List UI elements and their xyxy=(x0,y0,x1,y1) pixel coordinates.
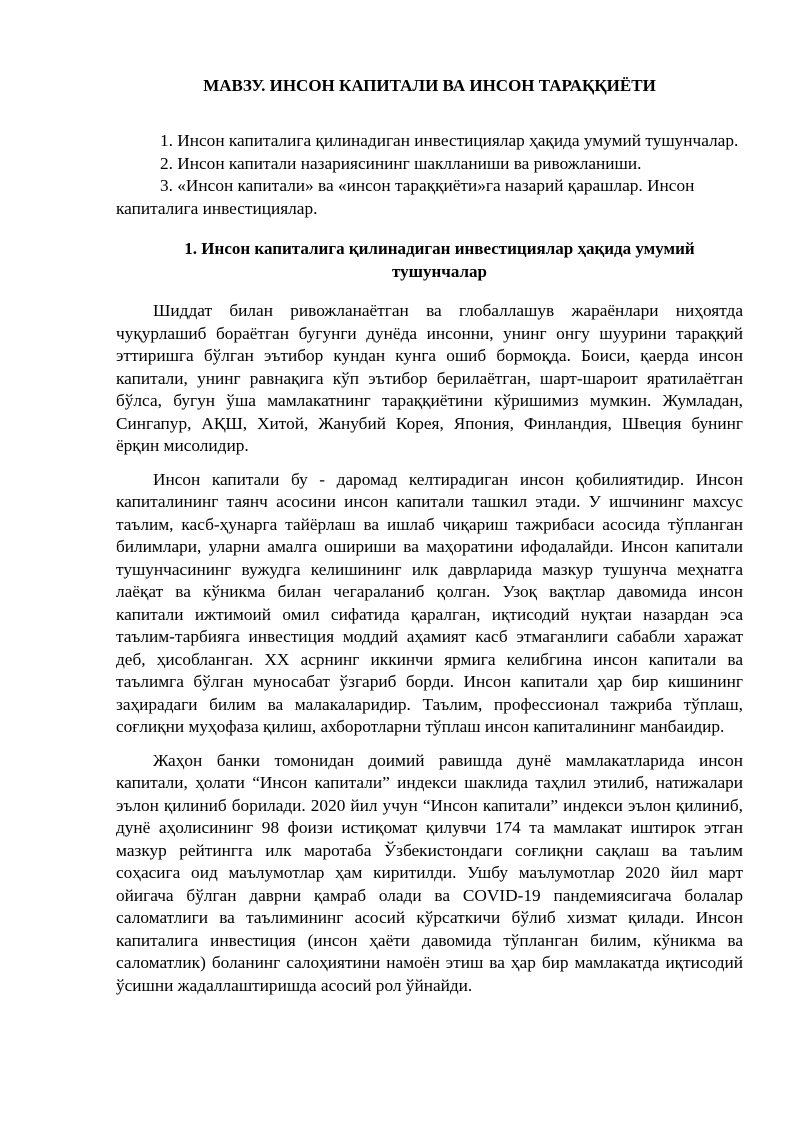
page-title: МАВЗУ. ИНСОН КАПИТАЛИ ВА ИНСОН ТАРАҚҚИЁТИ xyxy=(203,76,656,95)
section-heading: 1. Инсон капиталига қилинадиган инвестициялар ҳақида умумий тушунчалар xyxy=(184,239,695,281)
section-body xyxy=(116,300,743,997)
outline-item: 1. Инсон капиталига қилинадиган инвестициялар ҳақида умумий тушунчалар. xyxy=(160,131,739,150)
body-paragraph: Жаҳон банки томонидан доимий равишда дунё мамлакатларида инсон капитали, ҳолати “Инсон капитали” индекси шаклида таҳлил этилиб, натижалари эълон қилиниб борилади. 2020 йил учун “Инсон капитали” индекси эълон қилиниб, дунё аҳолисининг 98 фоизи истиқомат қилувчи 174 та мамлакат иштирок этган мазкур рейтингга илк маротаба Ўзбекистондаги соғлиқни сақлаш ва таълим соҳасига оид маълумотлар ҳам киритилди. Ушбу маълумотлар 2020 йил март ойигача бўлган даврни қамраб олади ва COVID-19 пандемиясигача болалар саломатлиги ва таълимининг асосий кўрсаткичи бўлиб хизмат қилади. Инсон капиталига инвестиция (инсон ҳаёти давомида тўпланган билим, кўникма ва саломатлик) боланинг салоҳиятини намоён этиш ва ҳар бир мамлакатда иқтисодий ўсишни жадаллаштиришда асосий рол ўйнайди. xyxy=(116,750,743,995)
body-paragraph: Инсон капитали бу - даромад келтирадиган инсон қобилиятидир. Инсон капиталининг таянч асосини инсон капитали ташкил этади. У ишчининг махсус таълим, касб-ҳунарга тайёрлаш ва ишлаб чиқариш тажрибаси асосида тўпланган билимлари, уларни амалга ошириши ва маҳоратини ифодалайди. Инсон капитали тушунчасининг вужудга келишининг илк даврларида мазкур тушунча меҳнатга лаёқат ва кўникма билан чегараланиб қолган. Узоқ вақтлар давомида инсон капитали ижтимоий омил сифатида қаралган, иқтисодий нуқтаи назардан эса таълим-тарбияга инвестиция моддий аҳамият касб этмаганлиги сабабли харажат деб, ҳисобланган. XX асрнинг иккинчи ярмига келибгина инсон капитали ва таълимга бўлган муносабат ўзгариб борди. Инсон капитали ҳар бир кишининг заҳирадаги билим ва малакаларидир. Таълим, профессионал тажриба тўплаш, соғлиқни муҳофаза қилиш, ахборотларни тўплаш инсон капиталининг манбаидир. xyxy=(116,469,743,736)
topic-outline xyxy=(116,130,743,220)
body-paragraph: Шиддат билан ривожланаётган ва глобаллашув жараёнлари ниҳоятда чуқурлашиб бораётган бугунги дунёда инсонни, унинг онгу шуурини тараққий эттиришга бўлган эътибор кундан кунга ошиб бормоқда. Боиси, қаерда инсон капитали, унинг равнақига кўп эътибор берилаётган, шарт-шароит яратилаётган бўлса, бугун ўша мамлакатнинг тараққиётини кўришимиз мумкин. Жумладан, Сингапур, АҚШ, Хитой, Жанубий Корея, Япония, Финландия, Швеция бунинг ёрқин мисолидир. xyxy=(116,301,743,455)
outline-item: 2. Инсон капитали назариясининг шаклланиши ва ривожланиши. xyxy=(160,153,642,173)
outline-item: 3. «Инсон капитали» ва «инсон тараққиёти»га назарий қарашлар. Инсон капиталига инвестициялар. xyxy=(116,176,695,218)
